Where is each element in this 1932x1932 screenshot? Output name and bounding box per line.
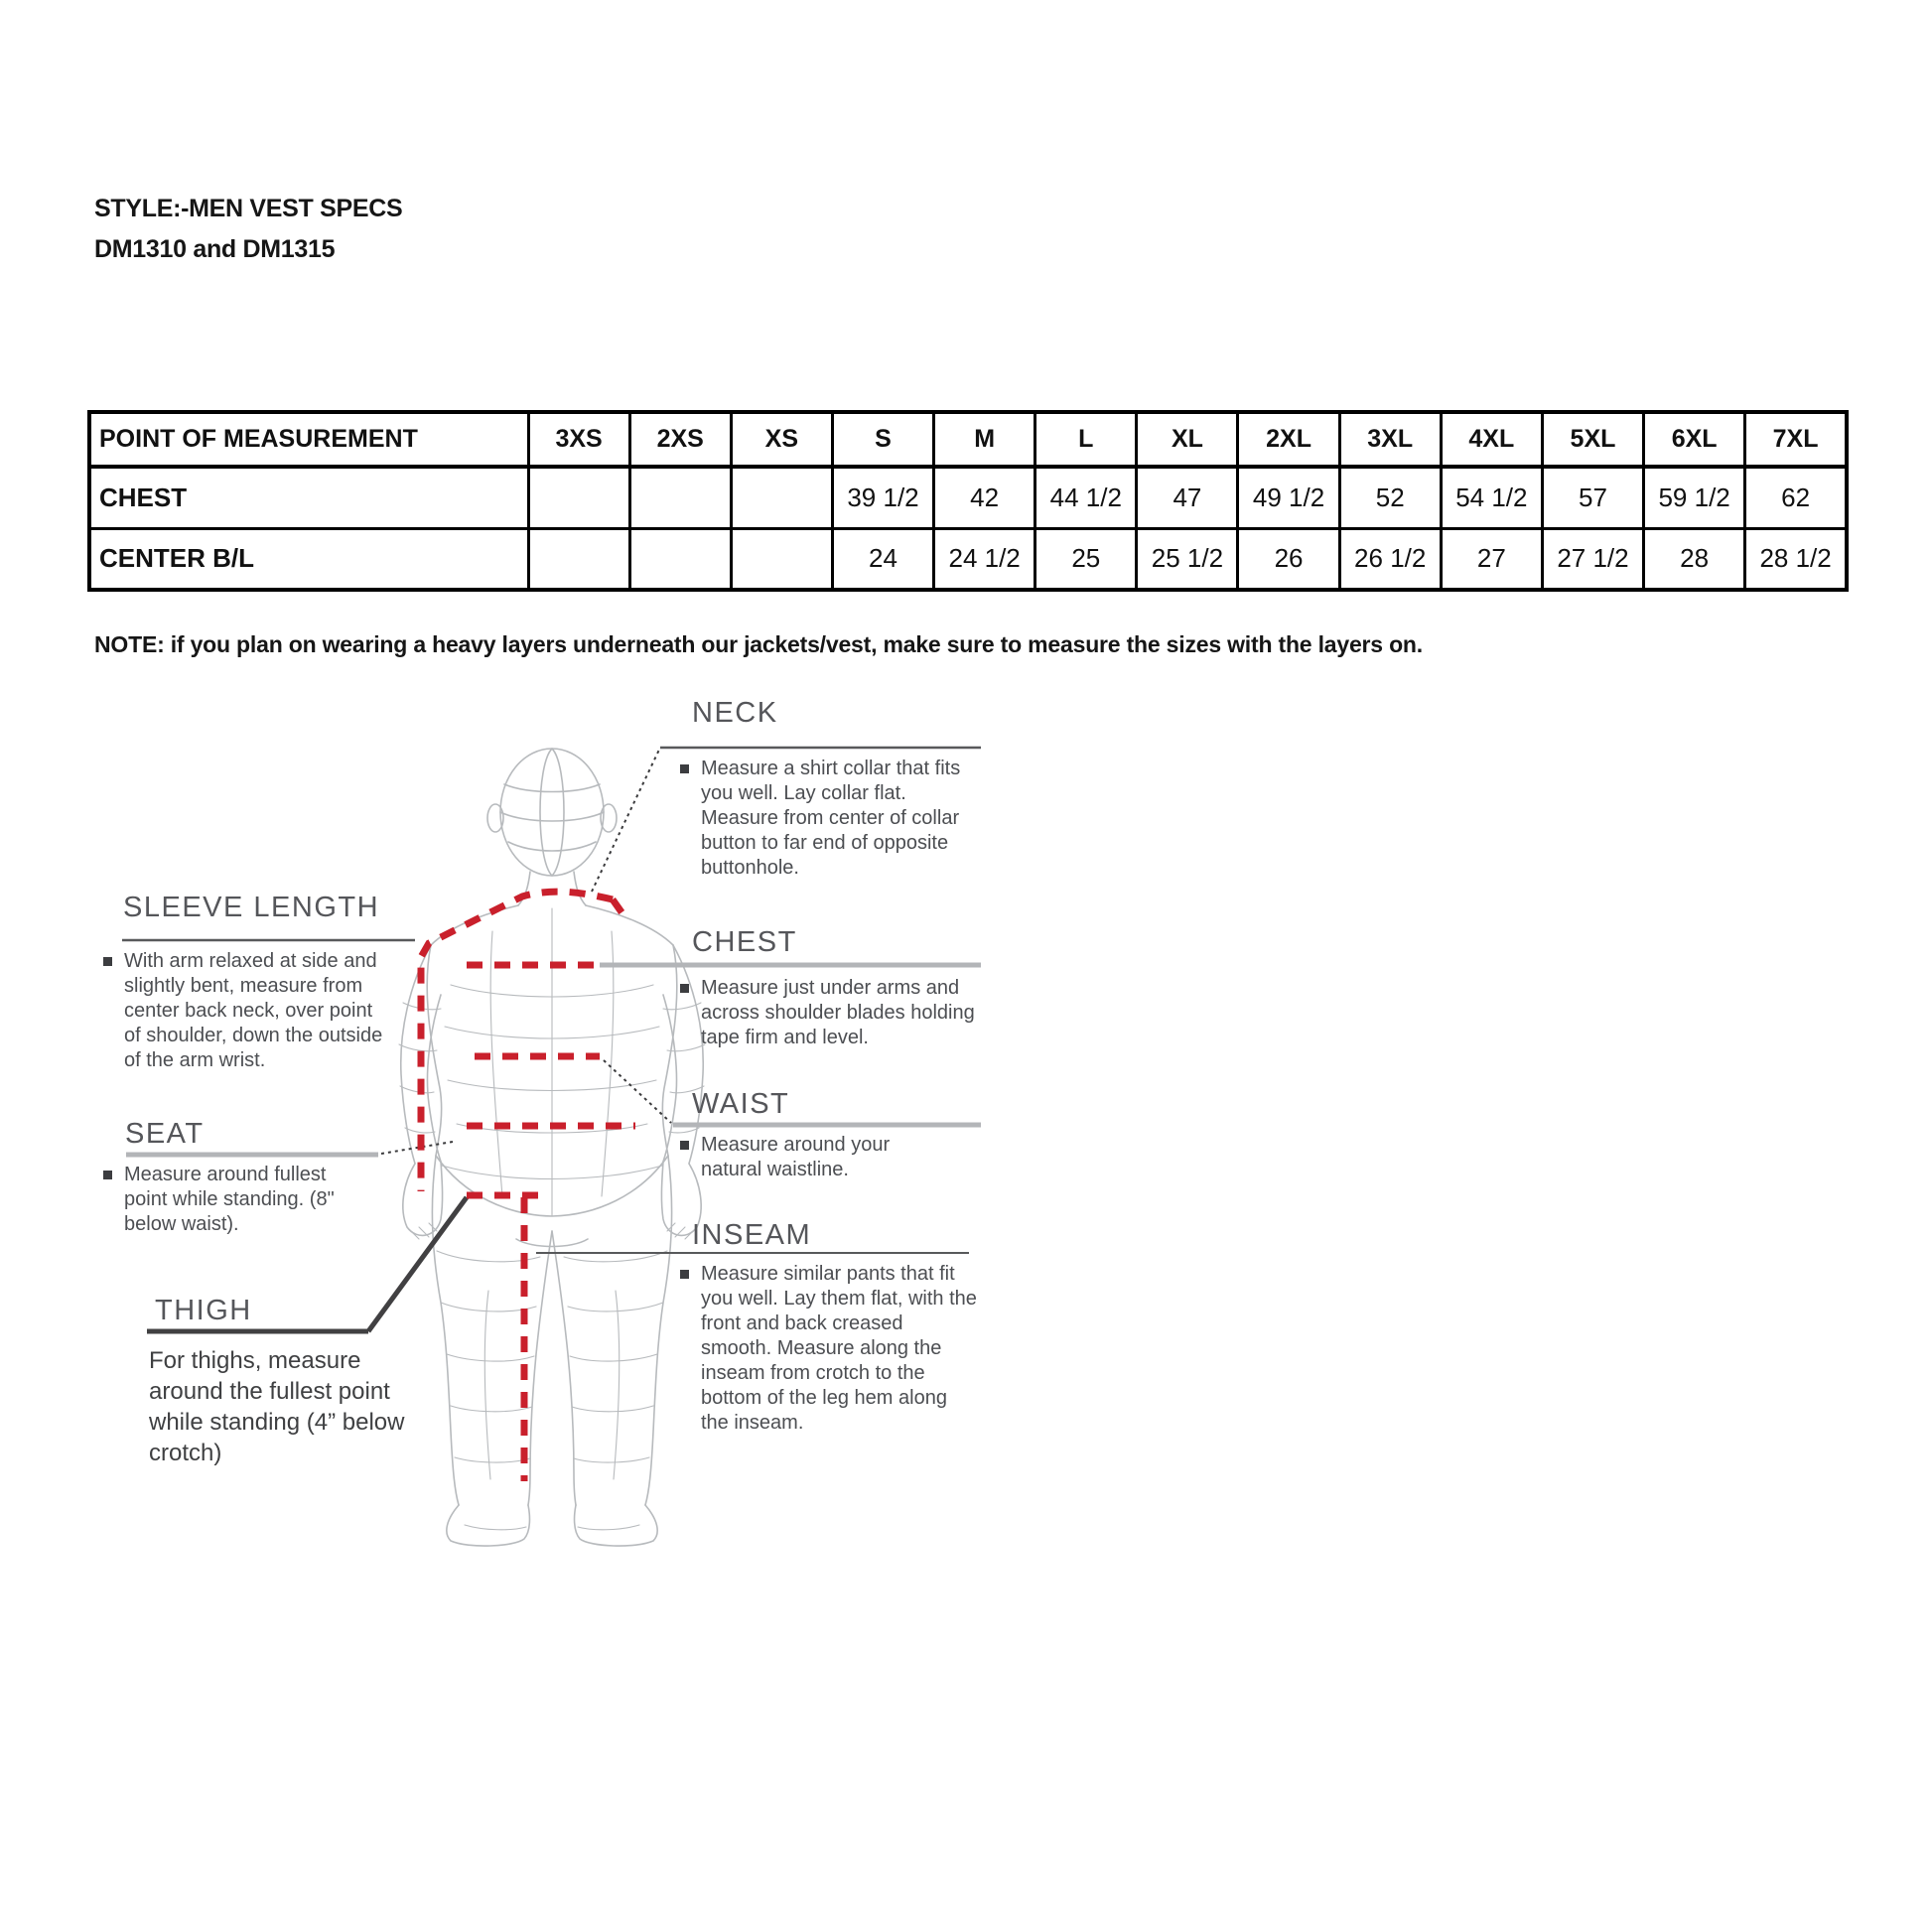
table-cell: 28 1/2 [1745,528,1847,590]
table-cell: 54 1/2 [1441,467,1542,528]
column-header-point-of-measurement: POINT OF MEASUREMENT [89,412,528,467]
column-header-size: XL [1137,412,1238,467]
column-header-size: 4XL [1441,412,1542,467]
column-header-size: 6XL [1644,412,1745,467]
table-cell: 27 [1441,528,1542,590]
thigh-description: For thighs, measure around the fullest point while standing (4” below crotch) [149,1347,405,1466]
table-cell: 28 [1644,528,1745,590]
table-cell: 57 [1542,467,1643,528]
table-cell [528,467,629,528]
table-row-chest [89,467,1847,528]
column-header-size: S [832,412,933,467]
seat-leader-line [381,1142,453,1154]
seat-description: Measure around fullest point while standing. (8" below waist). [103,1163,362,1237]
table-cell: 47 [1137,467,1238,528]
style-codes: DM1310 and DM1315 [94,235,336,263]
waist-heading: WAIST [692,1088,790,1120]
table-cell: 24 [832,528,933,590]
thigh-heading: THIGH [155,1295,252,1326]
seat-heading: SEAT [125,1118,205,1150]
column-header-size: 2XL [1238,412,1339,467]
column-header-size: 3XL [1339,412,1441,467]
table-cell: 25 [1035,528,1137,590]
row-label: CENTER B/L [89,528,528,590]
column-header-size: 7XL [1745,412,1847,467]
measurement-diagram [87,695,993,1559]
table-cell: 27 1/2 [1542,528,1643,590]
sleeve-length-heading: SLEEVE LENGTH [123,892,380,923]
page-title: STYLE:-MEN VEST SPECS [94,195,403,222]
neck-leader-line [592,750,659,892]
wireframe-mannequin [399,749,705,1546]
table-cell: 42 [934,467,1035,528]
table-cell [731,528,832,590]
table-row-center-bl [89,528,1847,590]
column-header-size: M [934,412,1035,467]
size-table [87,410,1849,592]
sleeve-length-description: With arm relaxed at side and slightly bent, measure from center back neck, over point of shoulder, down the outside of the arm wrist. [103,949,390,1073]
inseam-heading: INSEAM [692,1219,812,1251]
table-cell: 44 1/2 [1035,467,1137,528]
table-cell: 24 1/2 [934,528,1035,590]
table-cell: 25 1/2 [1137,528,1238,590]
table-cell: 49 1/2 [1238,467,1339,528]
column-header-size: L [1035,412,1137,467]
thigh-leader-line [368,1197,467,1331]
inseam-description: Measure similar pants that fit you well. Lay them flat, with the front and back creased smooth. Measure along the inseam from crotch to the bottom of the leg hem along the inseam. [680,1262,977,1436]
size-table-header-row [89,412,1847,467]
column-header-size: 5XL [1542,412,1643,467]
table-cell: 52 [1339,467,1441,528]
column-header-size: 3XS [528,412,629,467]
table-cell: 26 [1238,528,1339,590]
column-header-size: XS [731,412,832,467]
waist-leader-line [604,1060,671,1123]
neck-heading: NECK [692,697,778,729]
chest-description: Measure just under arms and across shoulder blades holding tape firm and level. [680,976,981,1050]
table-cell: 59 1/2 [1644,467,1745,528]
table-cell [629,467,731,528]
table-cell: 62 [1745,467,1847,528]
row-label: CHEST [89,467,528,528]
neck-description: Measure a shirt collar that fits you well. Lay collar flat. Measure from center of collar button to far end of opposite buttonhole. [680,757,975,881]
column-header-size: 2XS [629,412,731,467]
layering-note: NOTE: if you plan on wearing a heavy layers underneath our jackets/vest, make sure to measure the sizes with the layers on. [94,631,1423,657]
table-cell: 39 1/2 [832,467,933,528]
table-cell [629,528,731,590]
table-cell [731,467,832,528]
chest-heading: CHEST [692,926,797,958]
table-cell: 26 1/2 [1339,528,1441,590]
table-cell [528,528,629,590]
measurement-lines [421,892,635,1481]
waist-description: Measure around your natural waistline. [680,1133,939,1182]
sleeve-measure-line [421,892,613,1191]
